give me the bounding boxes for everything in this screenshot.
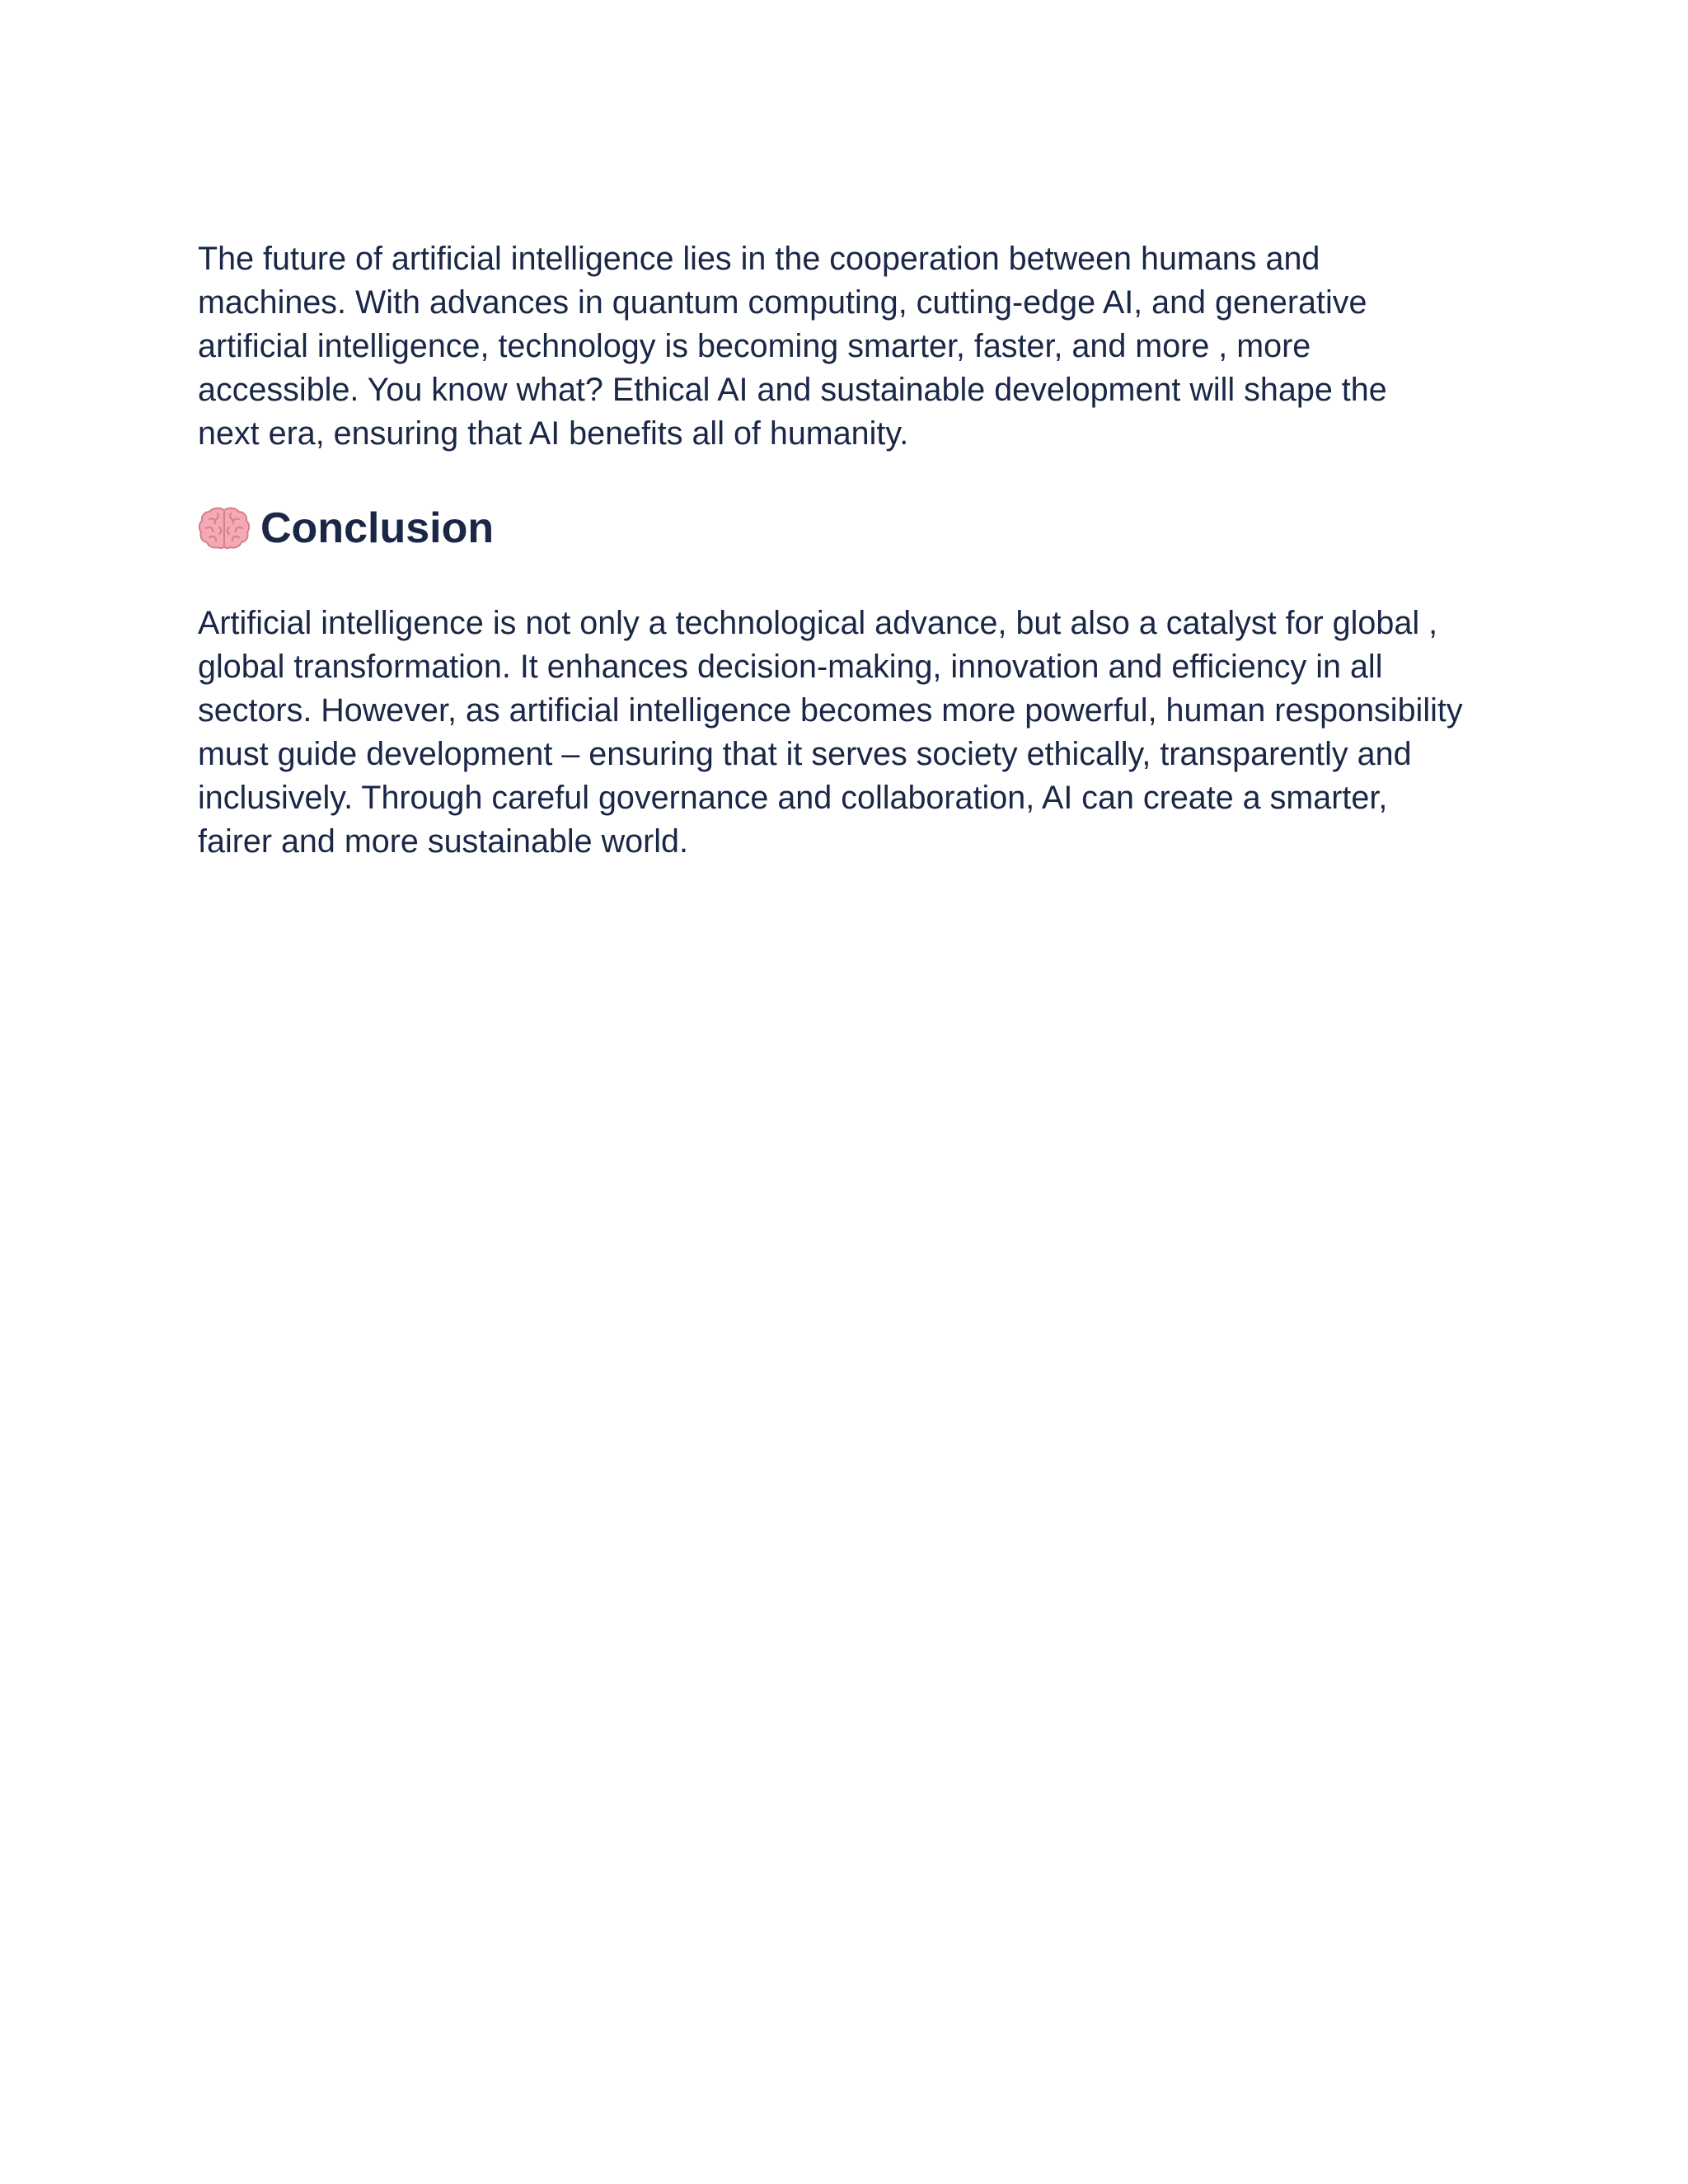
conclusion-paragraph: Artificial intelligence is not only a technological advance, but also a catalyst for global , global transformation. It enhances decision-making, innovation and efficiency in all sectors. However, as artificial intelligence becomes more powerful, human responsibility must guide development – ensuring that it serves society ethically, transparently and inclusively. Through careful governance and collaboration, AI can create a smarter, fairer and more sustainable world. [198,605,1463,860]
section-heading [198,502,1500,555]
conclusion-heading: Conclusion [260,504,495,552]
intro-paragraph: The future of artificial intelligence lies in the cooperation between humans and machines. With advances in quantum computing, cutting-edge AI, and generative artificial intelligence, technology is becoming smarter, faster, and more , more accessible. You know what? Ethical AI and sustainable development will shape the next era, ensuring that AI benefits all of humanity. [198,241,1387,452]
brain-icon [198,505,251,551]
document-body [198,237,1500,864]
